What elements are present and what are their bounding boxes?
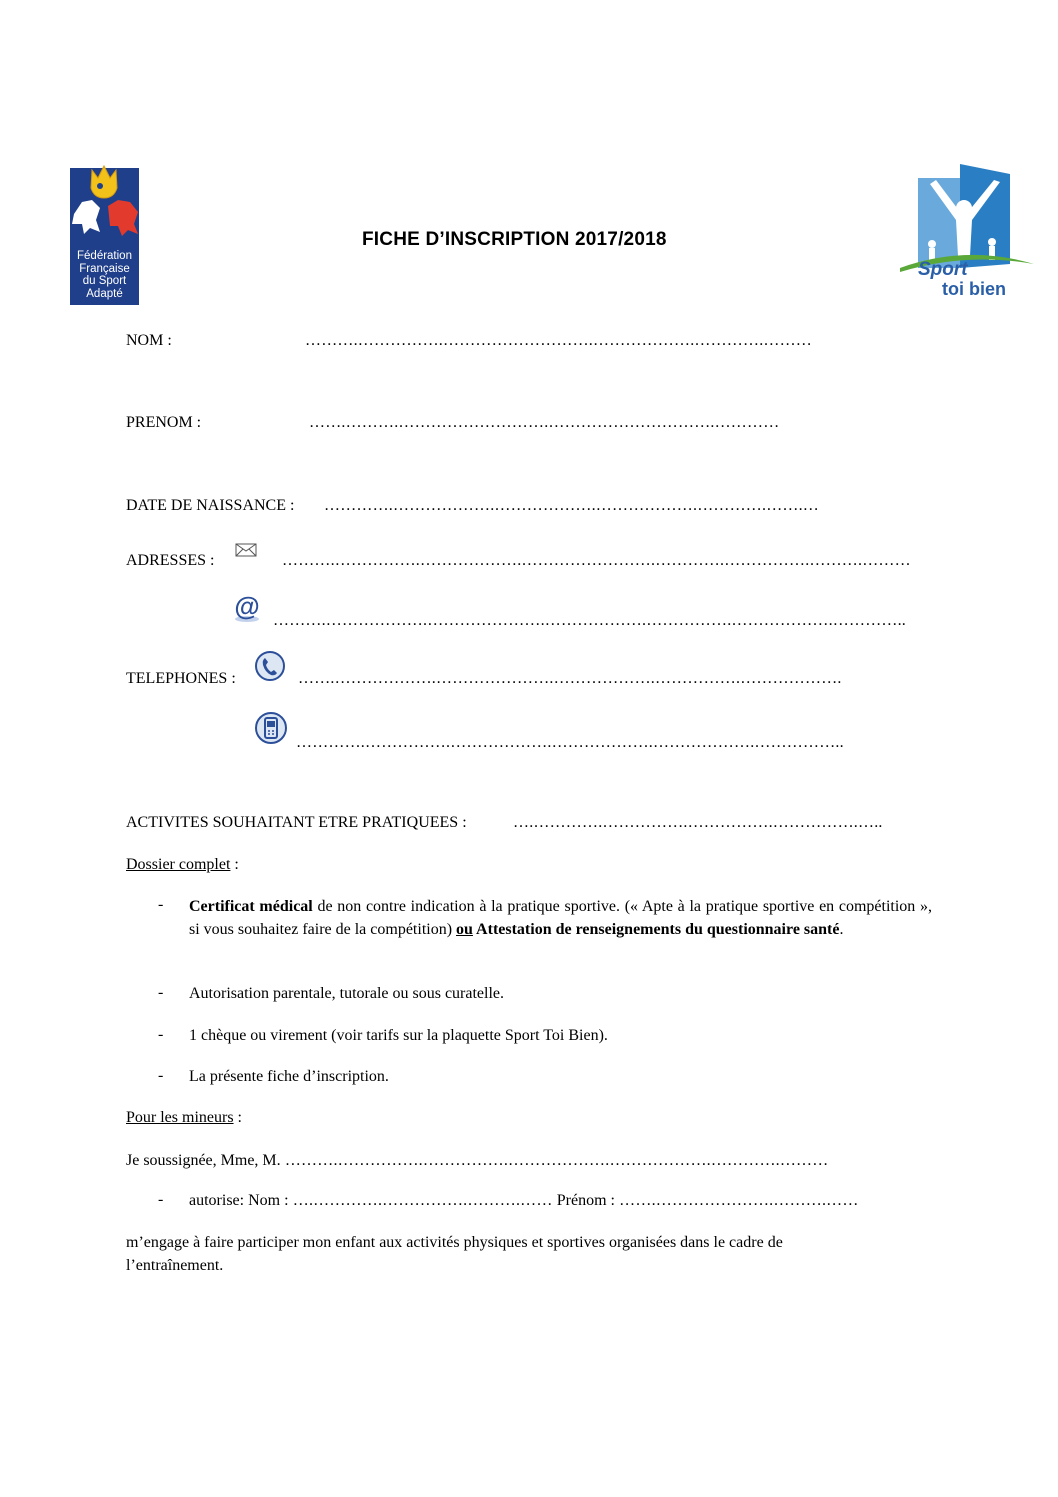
bullet-dash: - xyxy=(158,1026,164,1043)
nom-field[interactable]: ……….…………….……………………….……………….………….……… xyxy=(305,332,812,349)
autorise-nom-field[interactable]: ….………….…………….……….…… xyxy=(288,1192,557,1209)
dossier-heading-text: Dossier complet xyxy=(126,856,231,873)
ou-text: ou xyxy=(456,921,473,938)
stb-logo-line2: toi bien xyxy=(942,279,1006,299)
certificat-text: de non contre indication à la pratique sportive. (« Apte à la pratique sportive en compétition », si vous souhaitez faire de la compétition) xyxy=(189,898,933,938)
item1-end: . xyxy=(839,921,844,938)
date-naissance-field[interactable]: ………….……………….……………….……………….………….…….… xyxy=(324,497,819,514)
autorise-label: autorise: Nom : xyxy=(189,1192,289,1209)
list-item-autorisation: Autorisation parentale, tutorale ou sous curatelle. xyxy=(189,985,505,1002)
ffsa-logo xyxy=(70,168,139,305)
activites-label: ACTIVITES SOUHAITANT ETRE PRATIQUEES : xyxy=(126,814,467,831)
nom-label: NOM : xyxy=(126,332,172,349)
autorise-prenom-field[interactable]: …….………………….……….…… xyxy=(614,1192,859,1209)
ffsa-text-line: Française xyxy=(79,262,130,275)
list-item-cheque: 1 chèque ou virement (voir tarifs sur la plaquette Sport Toi Bien). xyxy=(189,1027,608,1044)
adresses-label: ADRESSES : xyxy=(126,552,215,569)
mineurs-heading-text: Pour les mineurs xyxy=(126,1109,234,1126)
ffsa-text-line: Fédération xyxy=(77,250,132,262)
ffsa-text-line: du Sport xyxy=(82,275,127,287)
mineurs-heading xyxy=(126,1108,242,1128)
adresse-postale-field[interactable]: ……….…………….……………….…………………….………….…………….……….……… xyxy=(282,552,911,569)
attestation-text: Attestation de renseignements du questionnaire santé xyxy=(472,921,840,938)
sport-toi-bien-logo xyxy=(896,160,1038,305)
dossier-heading-colon: : xyxy=(230,856,239,873)
phone-icon xyxy=(254,650,286,682)
telephone-mobile-field[interactable]: ………….…………….……………….……………….……………….…………….. xyxy=(296,734,844,751)
engagement-text-2: aux activités physiques et sportives organisées dans le cadre de xyxy=(375,1234,783,1251)
prenom-label: PRENOM : xyxy=(126,414,202,431)
telephones-label: TELEPHONES : xyxy=(126,670,236,687)
bullet-dash: - xyxy=(158,1067,164,1084)
telephone-fixe-field[interactable]: …….……………….………………….……………….…………….………………. xyxy=(298,670,842,687)
certificat-label: Certificat médical xyxy=(189,898,313,915)
ffsa-emblem-icon xyxy=(70,162,139,244)
prenom-field[interactable]: …….……….……………………….………………………….………… xyxy=(309,414,780,431)
engagement-text-1: m’engage à faire participer mon enfant xyxy=(126,1234,376,1251)
dossier-heading xyxy=(126,855,239,875)
engagement-line-2: l’entraînement. xyxy=(126,1257,224,1274)
soussigne-field[interactable]: ……….…………….…………….……………….……………….………….……… xyxy=(280,1152,829,1169)
bullet-dash: - xyxy=(158,984,164,1001)
stb-logo-line1: Sport xyxy=(918,259,968,280)
activites-field[interactable]: ….………….…………….…………….…………….….. xyxy=(513,814,883,831)
autorise-line xyxy=(189,1191,859,1211)
autorise-prenom-label: Prénom : xyxy=(556,1192,615,1209)
engagement-line-1 xyxy=(126,1233,783,1253)
mobile-phone-icon xyxy=(254,711,288,745)
ffsa-logo-text xyxy=(70,250,139,300)
bullet-dash: - xyxy=(158,1191,164,1208)
bullet-dash: - xyxy=(158,896,164,913)
list-item-certificat xyxy=(189,895,932,941)
page-title: FICHE D’INSCRIPTION 2017/2018 xyxy=(362,229,667,250)
envelope-icon xyxy=(235,543,257,557)
ffsa-text-line: Adapté xyxy=(86,287,123,300)
mineurs-heading-colon: : xyxy=(233,1109,242,1126)
svg-text:@: @ xyxy=(234,591,260,621)
email-field[interactable]: ……….……………….………………….……………….…………….……………….………….. xyxy=(273,612,906,629)
list-item-fiche: La présente fiche d’inscription. xyxy=(189,1068,389,1085)
soussigne-label: Je soussignée, Mme, M. xyxy=(126,1152,281,1169)
date-naissance-label: DATE DE NAISSANCE : xyxy=(126,497,295,514)
soussigne-line xyxy=(126,1151,828,1171)
at-sign-icon xyxy=(232,591,262,623)
